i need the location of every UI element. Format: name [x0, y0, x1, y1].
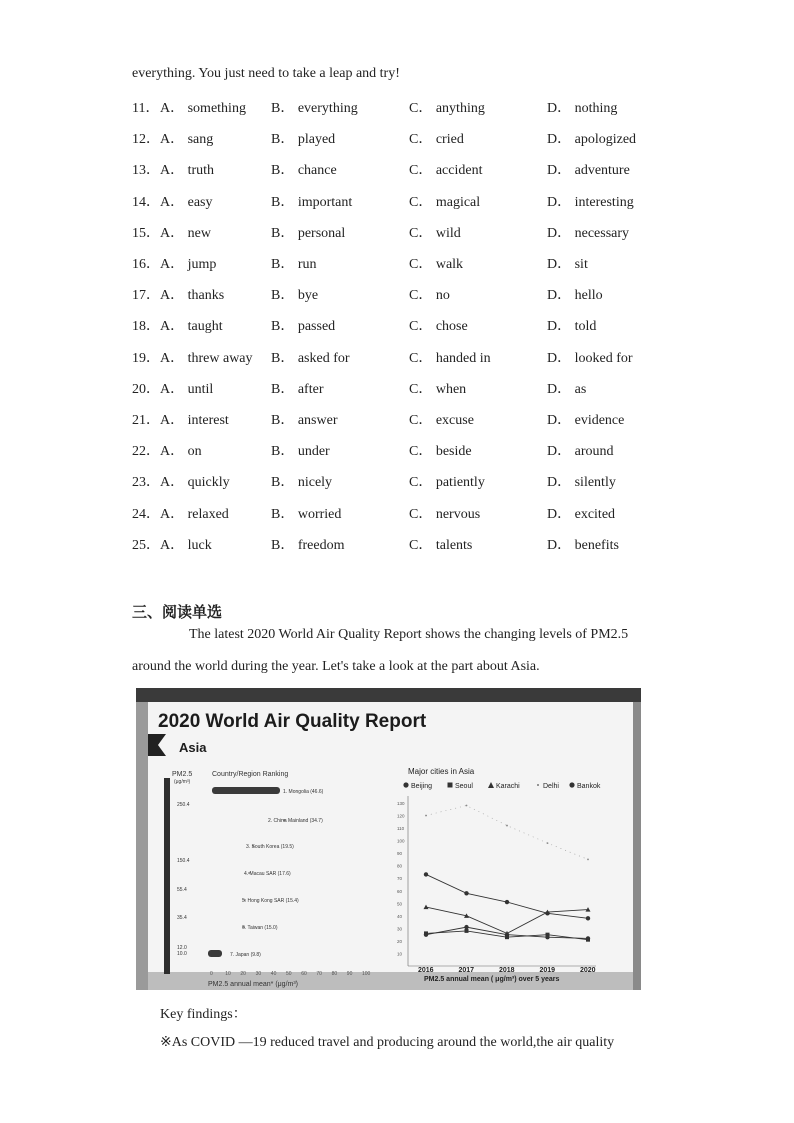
- trend-point: [545, 935, 549, 939]
- legend-label: Karachi: [496, 783, 520, 790]
- ranking-x-tick: 40: [270, 971, 277, 977]
- option-c: C． when: [409, 381, 467, 397]
- trend-y-tick: 40: [397, 913, 403, 919]
- scale-tick-label: 35.4: [177, 915, 187, 921]
- option-c: C． wild: [409, 225, 461, 241]
- option-a: A． quickly: [160, 475, 230, 491]
- trend-x-tick: 2020: [580, 967, 596, 974]
- trend-x-tick: 2019: [539, 967, 556, 974]
- option-a: A． something: [160, 101, 246, 116]
- trend-point: [587, 859, 589, 861]
- scale-tick-label: 55.4: [177, 887, 187, 893]
- trend-point: [464, 925, 468, 929]
- trend-y-tick: 130: [397, 801, 405, 806]
- option-b: B． personal: [271, 225, 346, 241]
- option-a: A． threw away: [160, 350, 253, 366]
- passage-line-1: The latest 2020 World Air Quality Report shows the changing levels of PM2.5: [189, 627, 629, 642]
- ranking-bar: [212, 787, 280, 794]
- question-number: 24．: [132, 506, 160, 522]
- option-a: A． until: [160, 381, 214, 397]
- legend-marker: [537, 784, 539, 786]
- option-c: C． chose: [409, 319, 468, 335]
- option-a: A． easy: [160, 194, 213, 210]
- legend-marker: [569, 782, 574, 787]
- question-number: 17．: [132, 288, 160, 304]
- trend-y-tick: 90: [397, 851, 403, 857]
- question-row: [132, 440, 692, 460]
- trend-y-tick: 10: [397, 951, 403, 957]
- trend-point: [506, 825, 508, 827]
- option-d: D． sit: [547, 257, 588, 272]
- trend-title: Major cities in Asia: [408, 767, 475, 776]
- option-a: A． thanks: [160, 288, 225, 304]
- question-row: [132, 284, 692, 304]
- legend-label: Bankok: [577, 783, 601, 790]
- question-row: [132, 378, 692, 398]
- ranking-label: 3. South Korea (19.5): [246, 844, 294, 850]
- ranking-label: 2. China Mainland (34.7): [268, 818, 323, 824]
- question-number: 25．: [132, 537, 160, 553]
- question-row: [132, 409, 692, 429]
- option-c: C． nervous: [409, 506, 481, 522]
- question-number: 11．: [132, 101, 160, 116]
- scale-title: PM2.5: [172, 771, 193, 778]
- option-d: D． evidence: [547, 413, 625, 428]
- ranking-x-tick: 60: [301, 971, 307, 977]
- scale-bar: [164, 778, 170, 974]
- question-number: 22．: [132, 444, 160, 460]
- option-b: B． nicely: [271, 475, 333, 491]
- option-b: B． everything: [271, 101, 358, 116]
- question-number: 23．: [132, 475, 160, 491]
- option-a: A． new: [160, 225, 211, 241]
- trend-y-tick: 60: [397, 888, 403, 894]
- question-number: 19．: [132, 350, 160, 366]
- ranking-x-tick: 50: [286, 971, 292, 977]
- question-row: [132, 191, 692, 211]
- trend-x-tick: 2018: [499, 967, 515, 974]
- report-title: 2020 World Air Quality Report: [158, 711, 427, 732]
- option-c: C． walk: [409, 257, 464, 272]
- question-row: [132, 503, 692, 523]
- trend-y-tick: 50: [397, 901, 403, 907]
- question-row: [132, 159, 692, 179]
- option-d: D． benefits: [547, 537, 619, 553]
- option-c: C． no: [409, 288, 450, 304]
- question-number: 12．: [132, 132, 160, 148]
- option-b: B． worried: [271, 506, 342, 522]
- question-number: 21．: [132, 413, 160, 428]
- scale-tick-label: 250.4: [177, 802, 190, 808]
- trend-y-tick: 70: [397, 876, 403, 882]
- option-d: D． adventure: [547, 163, 630, 179]
- option-a: A． luck: [160, 537, 212, 553]
- ranking-label: 5. Hong Kong SAR (15.4): [242, 898, 299, 904]
- option-a: A． on: [160, 444, 202, 460]
- option-d: D． told: [547, 319, 597, 335]
- option-d: D． nothing: [547, 101, 618, 116]
- question-row: [132, 222, 692, 242]
- option-d: D． interesting: [547, 194, 634, 210]
- air-quality-report-figure: [136, 688, 641, 990]
- option-b: B． freedom: [271, 537, 345, 553]
- option-a: A． relaxed: [160, 506, 229, 522]
- option-c: C． handed in: [409, 350, 491, 366]
- trend-point: [505, 932, 509, 936]
- option-a: A． taught: [160, 319, 223, 335]
- option-c: C． beside: [409, 444, 472, 460]
- option-d: D． around: [547, 444, 614, 460]
- key-findings-label: Key findings：: [160, 1007, 247, 1022]
- question-row: [132, 253, 692, 273]
- trend-y-tick: 120: [397, 813, 405, 819]
- option-c: C． magical: [409, 194, 481, 210]
- legend-label: Seoul: [455, 783, 473, 790]
- option-d: D． apologized: [547, 132, 637, 148]
- option-c: C． accident: [409, 163, 483, 179]
- option-d: D． hello: [547, 288, 603, 304]
- option-d: D． necessary: [547, 225, 630, 241]
- passage-line-2: around the world during the year. Let's take a look at the part about Asia.: [132, 659, 540, 674]
- question-number: 13．: [132, 163, 160, 179]
- question-number: 20．: [132, 381, 160, 397]
- question-row: [132, 347, 692, 367]
- trend-axis-label: PM2.5 annual mean ( μg/m³) over 5 years: [424, 976, 560, 983]
- trend-point: [424, 872, 428, 876]
- question-row: [132, 534, 692, 554]
- trend-point: [505, 900, 509, 904]
- trend-x-tick: 2017: [458, 967, 475, 974]
- scale-tick-label: 10.0: [177, 951, 187, 957]
- region-label: Asia: [179, 740, 207, 755]
- question-row: [132, 128, 692, 148]
- option-a: A． sang: [160, 132, 214, 148]
- question-number: 14．: [132, 194, 160, 210]
- trend-y-tick: 80: [397, 863, 403, 869]
- ranking-axis-label: PM2.5 annual mean* (μg/m³): [208, 981, 299, 988]
- ranking-label: 4. Macau SAR (17.6): [244, 871, 291, 877]
- question-number: 16．: [132, 257, 160, 272]
- ranking-label: 7. Japan (9.8): [230, 952, 261, 958]
- option-c: C． excuse: [409, 413, 474, 428]
- question-row: [132, 97, 692, 117]
- option-b: B． answer: [271, 413, 338, 428]
- option-d: D． excited: [547, 506, 616, 522]
- option-a: A． interest: [160, 413, 229, 428]
- question-row: [132, 315, 692, 335]
- option-b: B． run: [271, 257, 317, 272]
- ranking-x-tick: 80: [331, 971, 338, 977]
- scale-tick-label: 150.4: [177, 858, 190, 864]
- scale-tick-label: 12.0: [177, 945, 187, 951]
- trend-point: [464, 891, 468, 895]
- option-d: D． looked for: [547, 350, 633, 366]
- ranking-x-tick: 70: [316, 971, 322, 977]
- trend-y-tick: 30: [397, 926, 403, 932]
- legend-label: Beijing: [411, 783, 433, 790]
- option-b: B． under: [271, 444, 330, 460]
- option-b: B． chance: [271, 163, 337, 179]
- ranking-title: Country/Region Ranking: [212, 771, 289, 778]
- trend-y-tick: 100: [397, 838, 405, 844]
- option-a: A． truth: [160, 163, 215, 179]
- option-d: D． silently: [547, 475, 616, 491]
- ranking-x-tick: 10: [225, 971, 231, 977]
- trend-y-tick: 110: [397, 826, 405, 832]
- ranking-x-tick: 0: [210, 971, 213, 977]
- ranking-x-tick: 100: [362, 971, 371, 977]
- trend-point: [465, 929, 469, 933]
- trend-point: [424, 932, 428, 936]
- legend-label: Delhi: [543, 783, 559, 790]
- question-row: [132, 471, 692, 491]
- option-d: D． as: [547, 381, 587, 397]
- option-b: B． asked for: [271, 350, 350, 366]
- finding-covid: ※As COVID —19 reduced travel and producing around the world,the air quality: [160, 1035, 615, 1050]
- trend-point: [466, 805, 468, 807]
- trend-point: [586, 936, 590, 940]
- option-b: B． important: [271, 194, 353, 210]
- question-number: 15．: [132, 225, 160, 241]
- option-b: B． passed: [271, 319, 336, 335]
- option-b: B． bye: [271, 288, 319, 304]
- scale-unit: (μg/m³): [174, 779, 191, 785]
- trend-y-tick: 20: [397, 938, 403, 944]
- option-c: C． cried: [409, 132, 464, 148]
- section-title: 三、阅读单选: [132, 603, 223, 621]
- trend-point: [547, 842, 549, 844]
- legend-marker: [448, 783, 453, 788]
- option-c: C． talents: [409, 537, 473, 553]
- trend-point: [425, 815, 427, 817]
- option-c: C． anything: [409, 101, 485, 116]
- option-c: C． patiently: [409, 475, 485, 491]
- ranking-x-tick: 20: [240, 971, 246, 977]
- trend-x-tick: 2016: [418, 967, 434, 974]
- ranking-x-tick: 90: [346, 971, 353, 977]
- option-b: B． played: [271, 132, 336, 148]
- option-b: B． after: [271, 381, 324, 397]
- ranking-bar: [208, 950, 222, 957]
- intro-line: everything. You just need to take a leap and try!: [132, 66, 400, 81]
- ranking-label: 6. Taiwan (15.0): [242, 925, 278, 931]
- ranking-x-tick: 30: [255, 971, 262, 977]
- ranking-label: 1. Mongolia (46.6): [283, 789, 324, 795]
- legend-marker: [403, 782, 408, 787]
- trend-point: [586, 916, 590, 920]
- question-number: 18．: [132, 319, 160, 335]
- option-a: A． jump: [160, 257, 217, 272]
